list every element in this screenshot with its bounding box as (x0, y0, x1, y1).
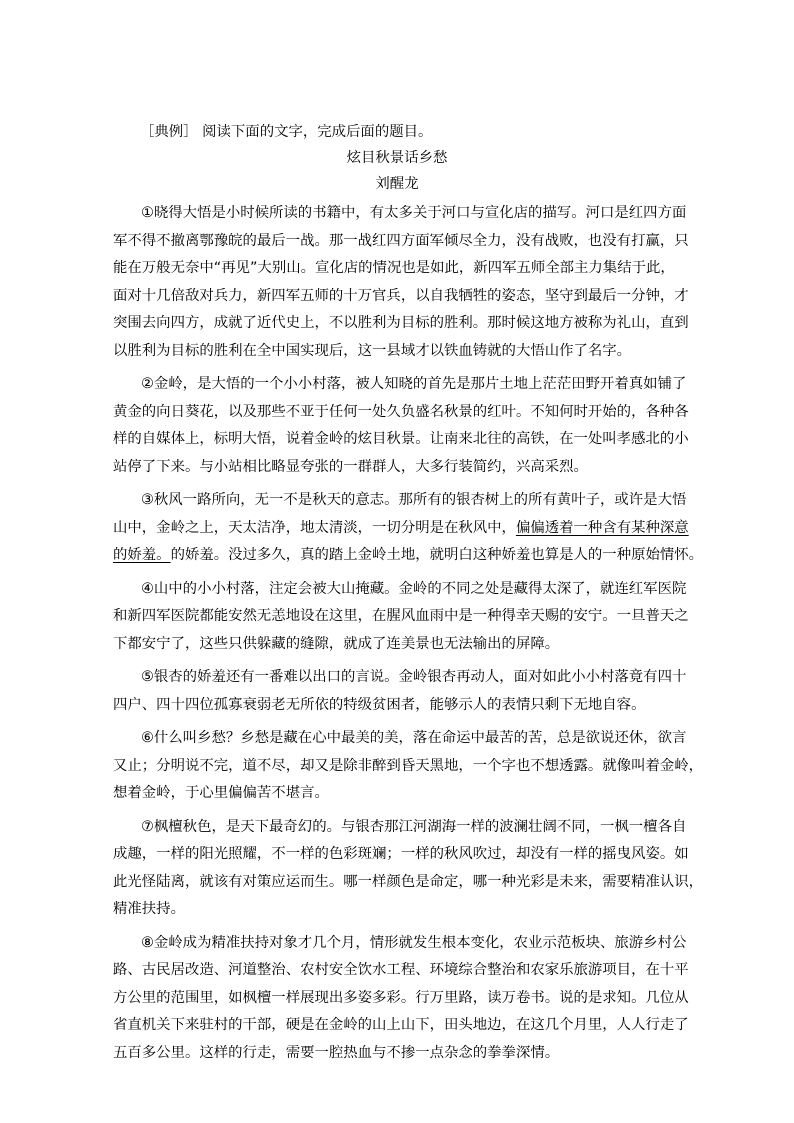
text-line: ⑤银杏的娇羞还有一番难以出口的言说。金岭银杏再动人，面对如此小小村落竟有四十 (141, 669, 687, 685)
text-line: 精准扶持。 (113, 901, 185, 917)
text-line: 下都安宁了，这些只供躲藏的缝隙，就成了连美景也无法输出的屏障。 (113, 635, 560, 652)
text-line: ②金岭，是大悟的一个小小村落，被人知晓的首先是那片土地上茫茫田野开着真如铺了 (141, 376, 687, 392)
paragraph-3 (113, 487, 704, 570)
text-line (113, 515, 689, 543)
text-line: ⑥什么叫乡愁？乡愁是藏在心中最美的美，落在命运中最苦的苦，总是欲说还休，欲言 (141, 730, 687, 746)
paragraph-5 (113, 664, 687, 719)
paragraph-7 (113, 814, 704, 924)
paragraph-4 (113, 576, 689, 659)
text-line: ⑧金岭成为精准扶持对象才几个月，情形就发生根本变化，农业示范板块、旅游乡村公 (141, 934, 687, 951)
article-author: 刘醒龙 (375, 176, 419, 192)
article-title: 炫目秋景话乡愁 (346, 150, 448, 166)
text-line: 省直机关下来驻村的干部，硬是在金岭的山上山下，田头地边，在这几个月里，人人行走了 (113, 1017, 689, 1033)
text-line: 能在万般无奈中“再见”大别山。宣化店的情况也是如此，新四军五师全部主力集结于此， (113, 260, 675, 276)
example-intro: ［典例］ 阅读下面的文字，完成后面的题目。 (140, 124, 433, 140)
underlined-sentence-part-2: 的娇羞。 (113, 547, 171, 563)
text-line: ④山中的小小村落，注定会被大山掩藏。金岭的不同之处是藏得太深了，就连红军医院 (141, 580, 687, 597)
text-line: 四户、四十四位孤寡衰弱老无所依的特级贫困者，能够示人的表情只剩下无地自容。 (113, 696, 646, 713)
document-page (113, 122, 704, 1073)
text-line: 路、古民居改造、河道整治、农村安全饮水工程、环境综合整治和农家乐旅游项目，在十平 (113, 962, 689, 978)
text-line: 样的自媒体上，标明大悟，说着金岭的炫目秋景。让南来北往的高铁，在一处叫孝感北的小 (113, 431, 689, 447)
text-line: ⑦枫檀秋色，是天下最奇幻的。与银杏那江河湖海一样的波澜壮阔不同，一枫一檀各自 (141, 818, 687, 835)
text-line: 成趣，一样的阳光照耀，不一样的色彩斑斓；一样的秋风吹过，却没有一样的摇曳风姿。如 (113, 846, 689, 862)
text-line: 方公里的范围里，如枫檀一样展现出多姿多彩。行万里路，读万卷书。说的是求知。几位从 (113, 989, 689, 1006)
text-line: 五百多公里。这样的行走，需要一腔热血与不掺一点杂念的拳拳深情。 (113, 1044, 560, 1061)
text-line: ①晓得大悟是小时候所读的书籍中，有太多关于河口与宣化店的描写。河口是红四方面 (141, 205, 687, 221)
text-segment: 的娇羞。没过多久，真的踏上金岭土地，就明白这种娇羞也算是人的一种原始情怀。 (170, 547, 704, 563)
text-line: 面对十几倍敌对兵力，新四军五师的十万官兵，以自我牺牲的姿态，坚守到最后一分钟，才 (113, 287, 689, 304)
text-line: 军不得不撤离鄂豫皖的最后一战。那一战红四方面军倾尽全力，没有战败，也没有打赢，只 (113, 232, 689, 249)
paragraph-2 (113, 371, 689, 481)
text-line (113, 542, 704, 570)
paragraph-1 (113, 200, 689, 365)
underlined-sentence-part-1: 偏偏透着一种含有某种深意 (515, 519, 689, 536)
text-line: 黄金的向日葵花，以及那些不亚于任何一处久负盛名秋景的红叶。不知何时开始的，各种各 (113, 403, 689, 420)
text-line: 想着金岭，于心里偏偏苦不堪言。 (113, 785, 329, 801)
text-line: 此光怪陆离，就该有对策应运而生。哪一样颜色是命定，哪一种光彩是未来，需要精准认识， (113, 873, 704, 890)
text-line: 突围去向四方，成就了近代史上，不以胜利为目标的胜利。那时候这地方被称为礼山，直到 (113, 315, 689, 331)
text-line: 和新四军医院都能安然无恙地设在这里，在腥风血雨中是一种得幸天赐的安宁。一旦普天之 (113, 608, 689, 624)
text-segment: 山中，金岭之上，天太洁净，地太清淡，一切分明是在秋风中， (113, 519, 516, 536)
paragraph-6 (113, 725, 704, 808)
text-line: 又止；分明说不完，道不尽，却又是除非醉到昏天黑地，一个字也不想透露。就像叫着金岭， (113, 757, 704, 774)
text-line: 以胜利为目标的胜利在全中国实现后，这一县域才以铁血铸就的大悟山作了名字。 (113, 342, 632, 359)
text-line: 站停了下来。与小站相比略显夸张的一群群人，大多行装简约，兴高采烈。 (113, 458, 588, 475)
text-line: ③秋风一路所向，无一不是秋天的意志。那所有的银杏树上的所有黄叶子，或许是大悟 (141, 492, 687, 508)
paragraph-8 (113, 930, 689, 1068)
